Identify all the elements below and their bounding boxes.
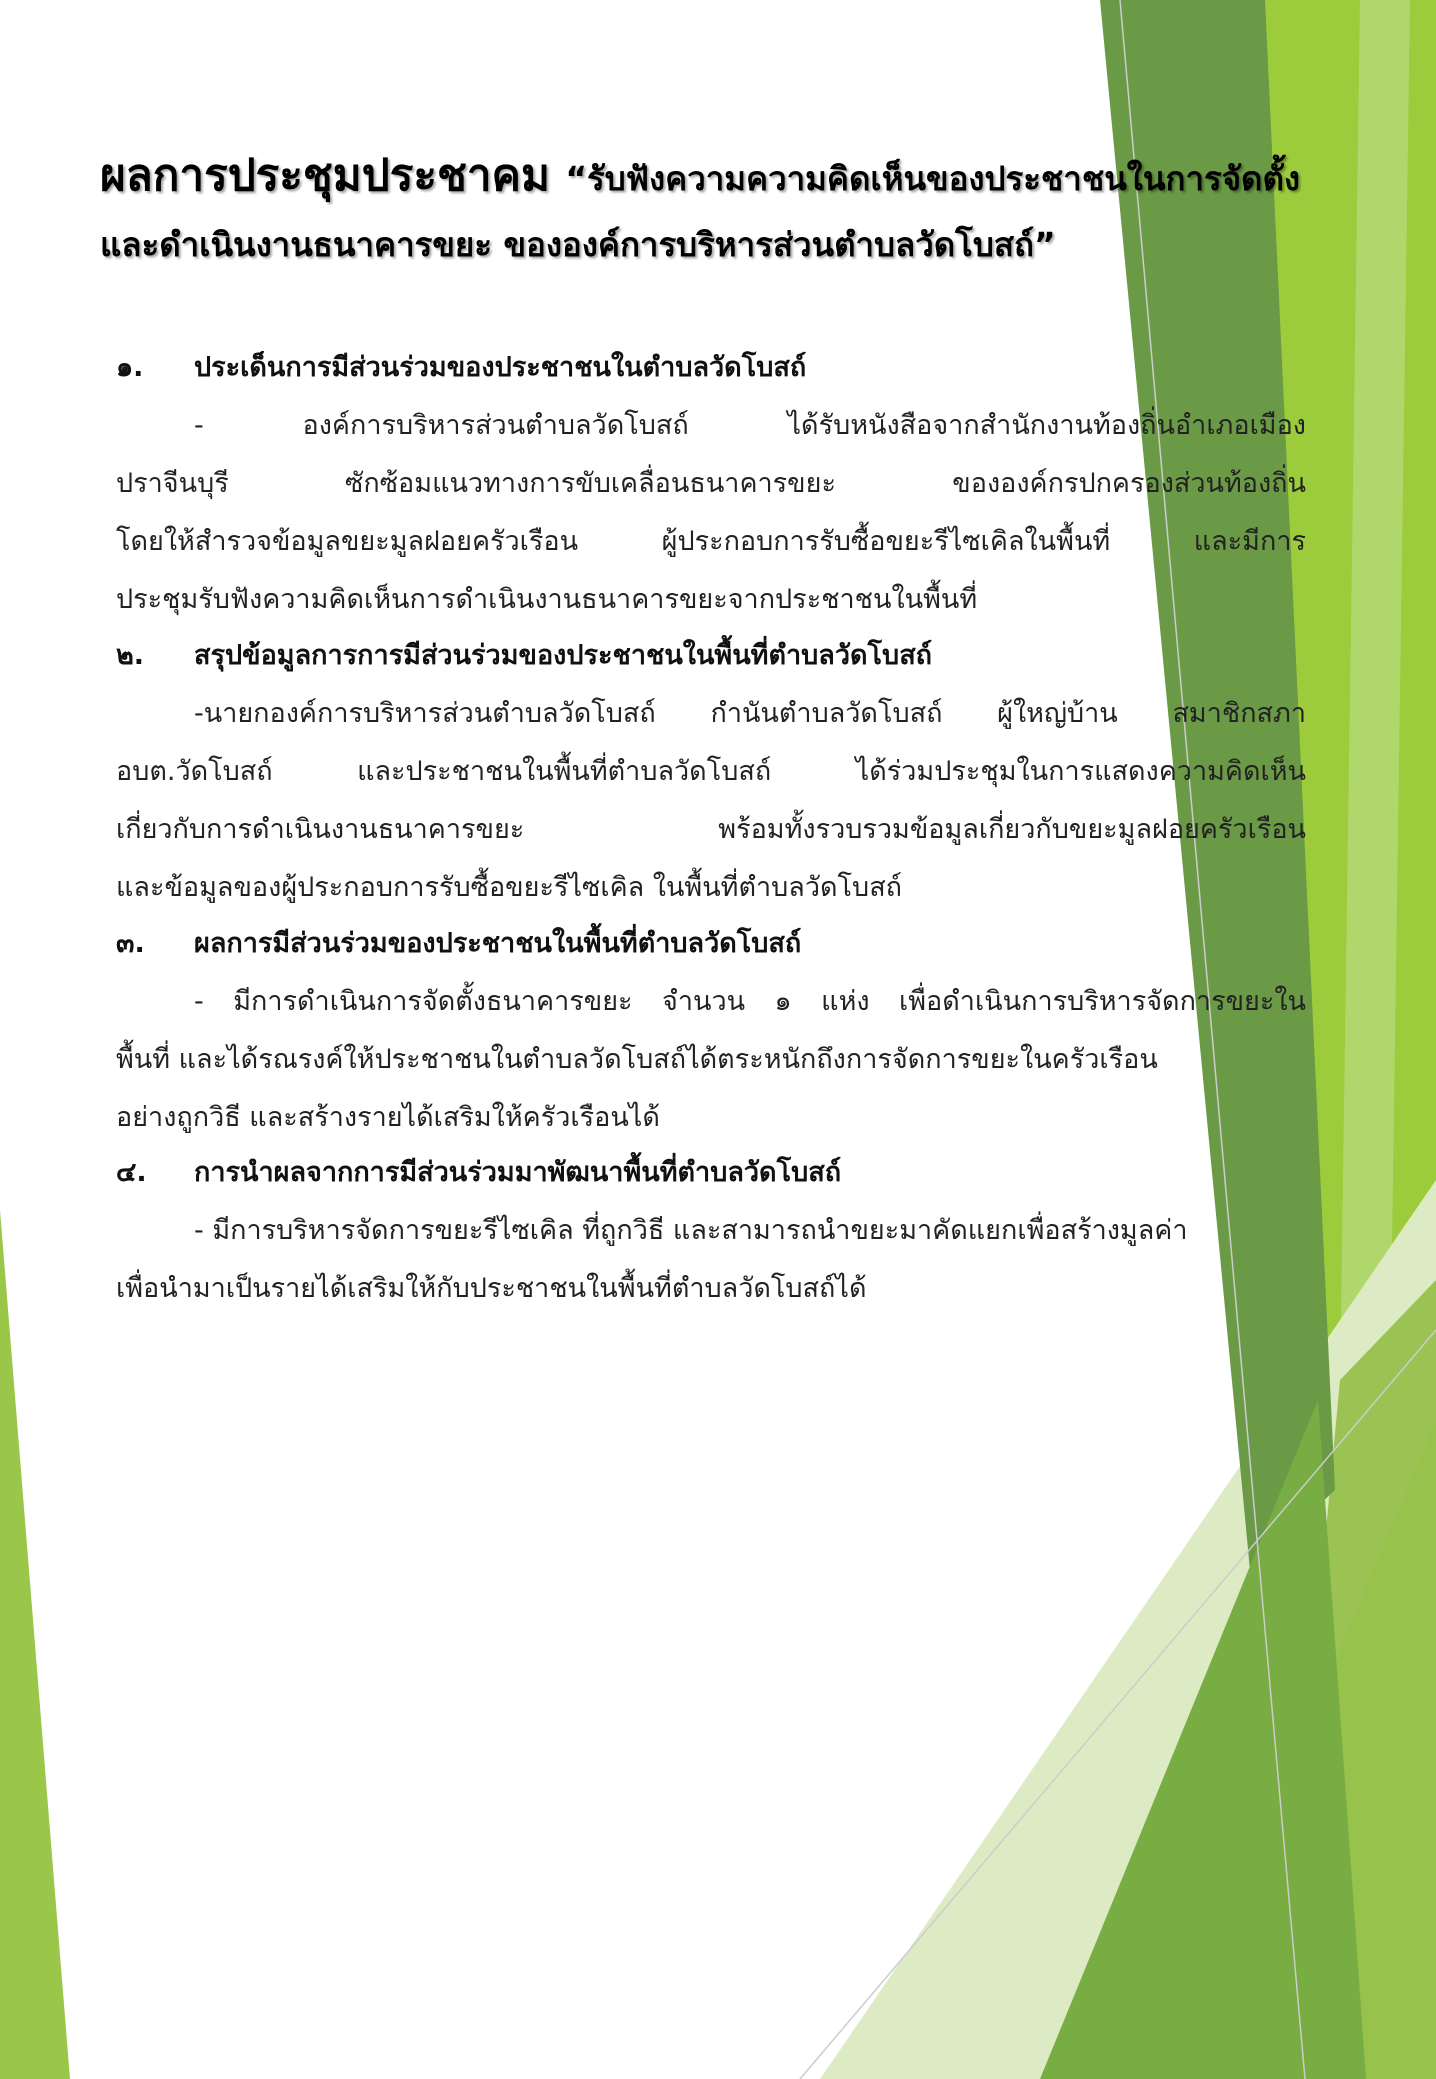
section-4-body — [116, 1202, 1306, 1318]
section-1-line-3: โดยให้สำรวจข้อมูลขยะมูลฝอยครัวเรือน ผู้ประกอบการรับซื้อขยะรีไซเคิลในพื้นที่ และมีการ — [116, 526, 1306, 557]
document-title-line-1 — [100, 140, 1300, 210]
section-3-title: ผลการมีส่วนร่วมของประชาชนในพื้นที่ตำบลวัดโบสถ์ — [194, 928, 802, 959]
section-4-title: การนำผลจากการมีส่วนร่วมมาพัฒนาพื้นที่ตำบลวัดโบสถ์ — [194, 1157, 842, 1188]
section-2-line-3: เกี่ยวกับการดำเนินงานธนาคารขยะ พร้อมทั้งรวบรวมข้อมูลเกี่ยวกับขยะมูลฝอยครัวเรือน — [116, 814, 1306, 845]
section-4-line-1: - มีการบริหารจัดการขยะรีไซเคิล ที่ถูกวิธี และสามารถนำขยะมาคัดแยกเพื่อสร้างมูลค่า — [194, 1215, 1188, 1246]
section-1-body — [116, 397, 1306, 629]
section-2-number: ๒. — [116, 640, 145, 671]
section-1-heading — [116, 345, 806, 388]
section-2-body — [116, 685, 1306, 917]
section-1-line-4: ประชุมรับฟังความคิดเห็นการดำเนินงานธนาคารขยะจากประชาชนในพื้นที่ — [116, 584, 978, 615]
section-3-line-3: อย่างถูกวิธี และสร้างรายได้เสริมให้ครัวเรือนได้ — [116, 1102, 660, 1133]
section-1-number: ๑. — [116, 352, 144, 383]
section-3-number: ๓. — [116, 928, 145, 959]
section-3-heading — [116, 921, 801, 964]
section-2-line-1: -นายกองค์การบริหารส่วนตำบลวัดโบสถ์ กำนันตำบลวัดโบสถ์ ผู้ใหญ่บ้าน สมาชิกสภา — [194, 698, 1306, 729]
document-title-line-2: และดำเนินงานธนาคารขยะ ขององค์การบริหารส่วนตำบลวัดโบสถ์” — [100, 225, 1056, 264]
section-1-title: ประเด็นการมีส่วนร่วมของประชาชนในตำบลวัดโบสถ์ — [194, 352, 807, 383]
section-4-number: ๔. — [116, 1157, 147, 1188]
section-4-heading — [116, 1150, 841, 1193]
section-1-line-1: - องค์การบริหารส่วนตำบลวัดโบสถ์ ได้รับหนังสือจากสำนักงานท้องถิ่นอำเภอเมือง — [194, 410, 1306, 441]
section-4-line-2: เพื่อนำมาเป็นรายได้เสริมให้กับประชาชนในพื้นที่ตำบลวัดโบสถ์ได้ — [116, 1273, 867, 1304]
section-3-line-1: - มีการดำเนินการจัดตั้งธนาคารขยะ จำนวน ๑ แห่ง เพื่อดำเนินการบริหารจัดการขยะใน — [194, 986, 1306, 1017]
section-2-heading — [116, 633, 932, 676]
section-2-line-4: และข้อมูลของผู้ประกอบการรับซื้อขยะรีไซเคิล ในพื้นที่ตำบลวัดโบสถ์ — [116, 872, 903, 903]
section-2-line-2: อบต.วัดโบสถ์ และประชาชนในพื้นที่ตำบลวัดโบสถ์ ได้ร่วมประชุมในการแสดงความคิดเห็น — [116, 756, 1306, 787]
section-3-body — [116, 973, 1306, 1147]
section-1-line-2: ปราจีนบุรี ซักซ้อมแนวทางการขับเคลื่อนธนาคารขยะ ขององค์กรปกครองส่วนท้องถิ่น — [116, 468, 1306, 499]
section-2-title: สรุปข้อมูลการการมีส่วนร่วมของประชาชนในพื้นที่ตำบลวัดโบสถ์ — [194, 640, 933, 671]
title-quote-start: “รับฟังความความคิดเห็นของประชาชนในการจัดตั้ง — [565, 159, 1301, 198]
title-main: ผลการประชุมประชาคม — [100, 150, 566, 201]
section-3-line-2: พื้นที่ และได้รณรงค์ให้ประชาชนในตำบลวัดโบสถ์ได้ตระหนักถึงการจัดการขยะในครัวเรือน — [116, 1044, 1158, 1075]
